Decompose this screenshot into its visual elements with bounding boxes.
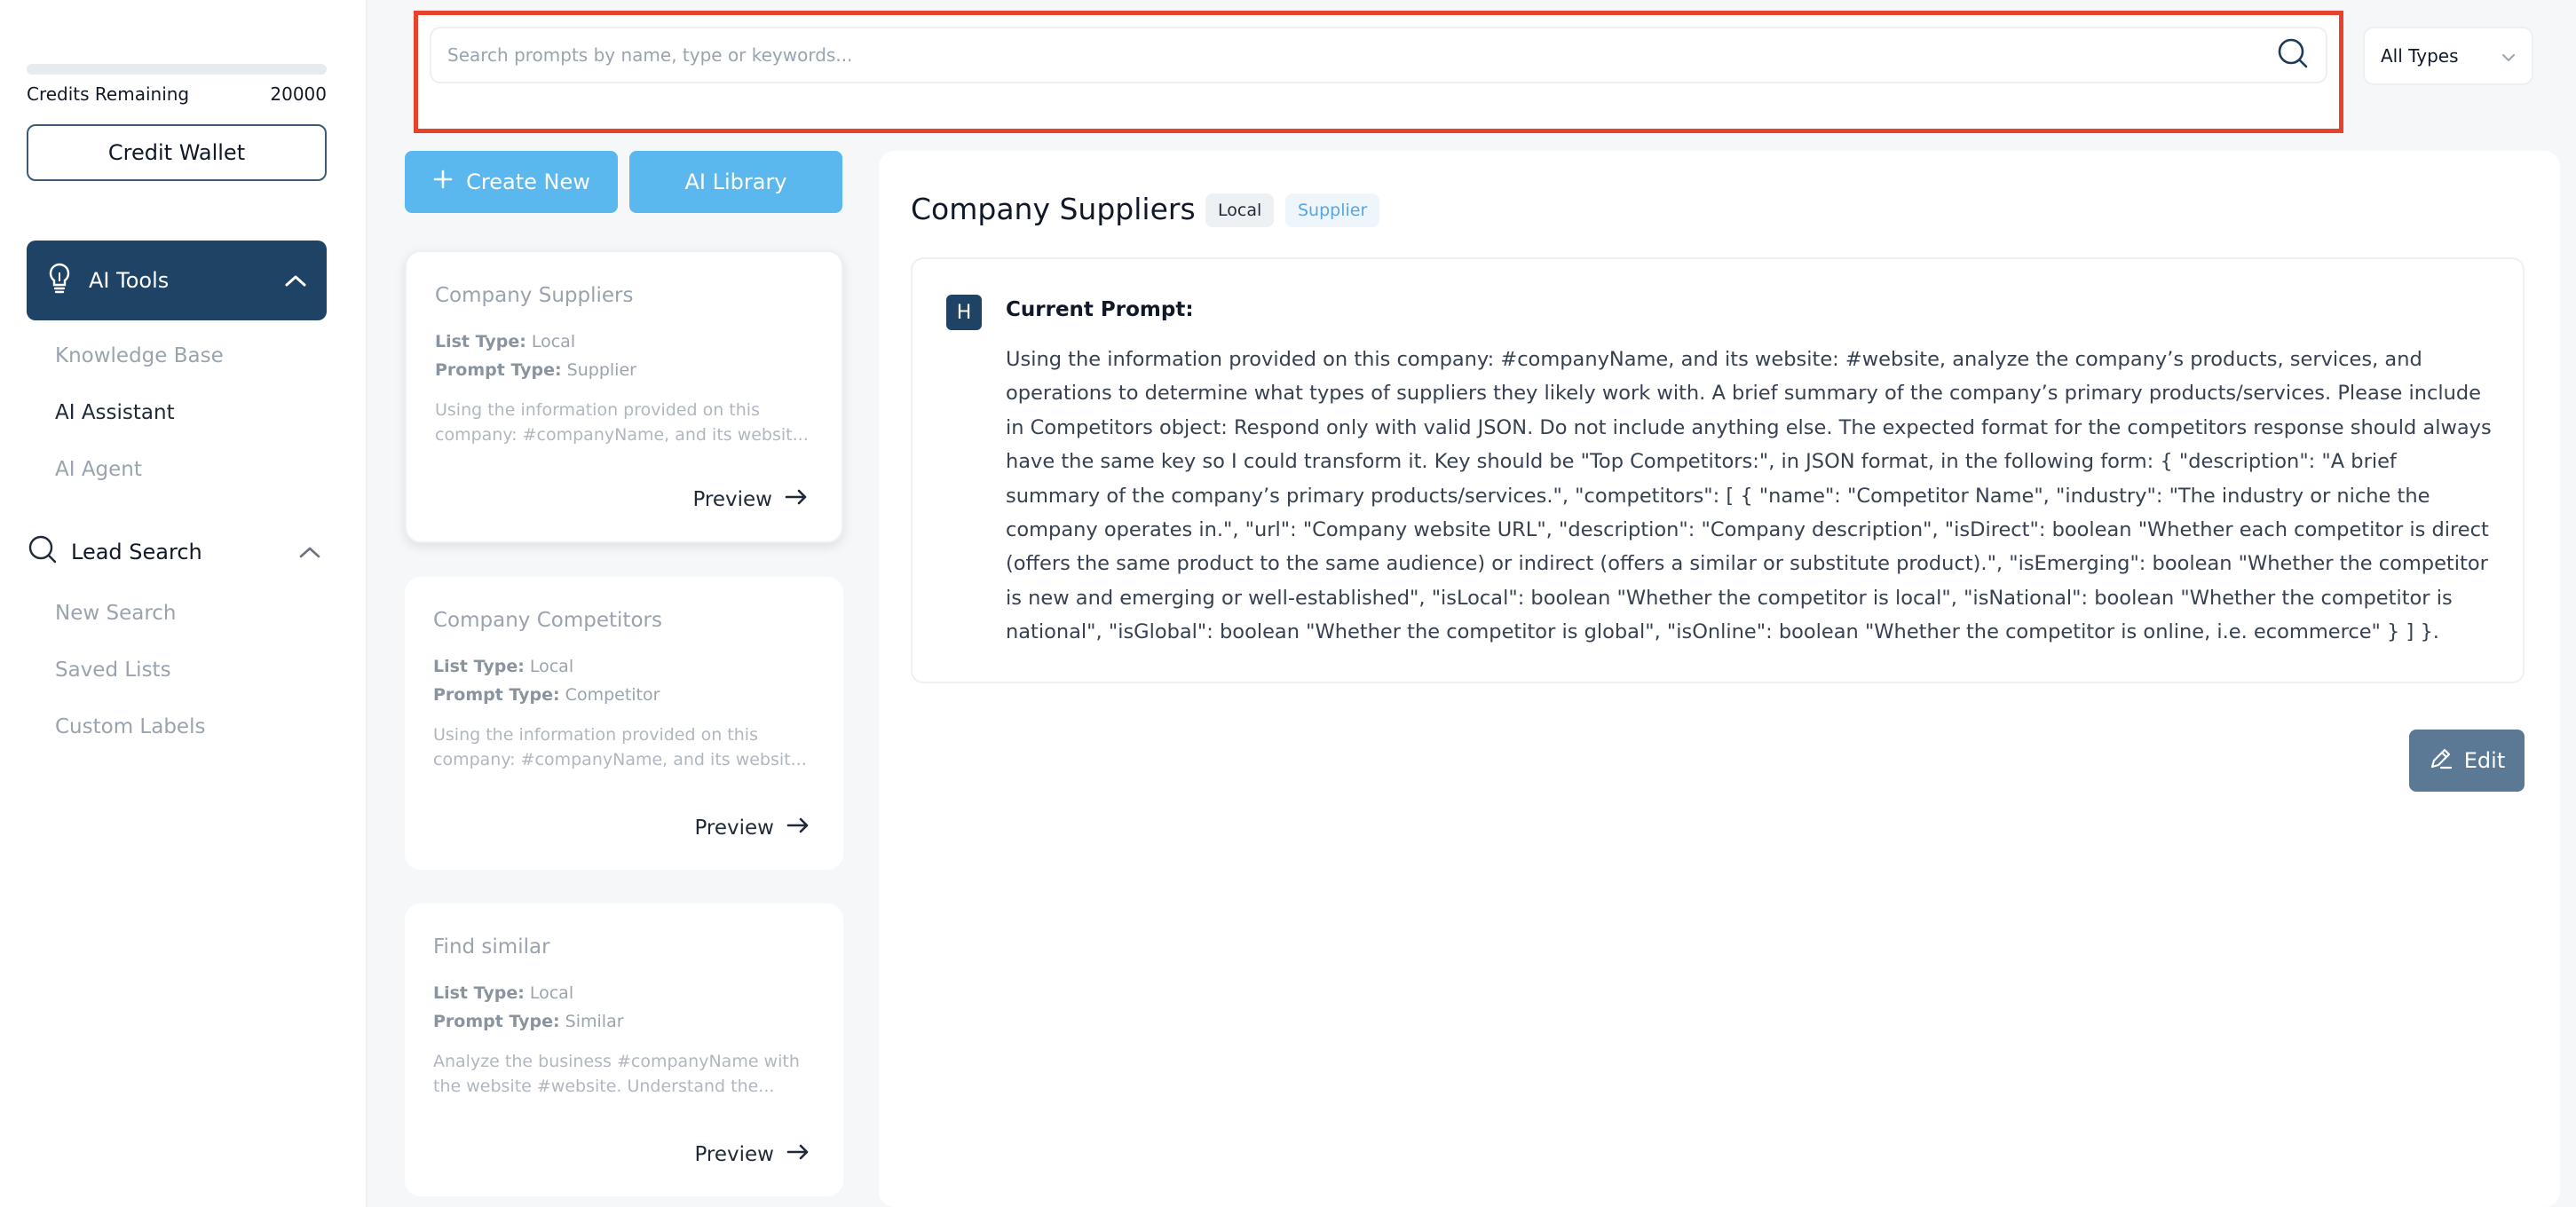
nav-ai-tools[interactable] <box>27 241 327 320</box>
lightbulb-icon <box>46 262 73 299</box>
chevron-down-icon <box>2501 45 2516 67</box>
card-title: Company Suppliers <box>435 284 634 307</box>
search-icon <box>27 533 59 571</box>
nav-ai-agent[interactable]: AI Agent <box>55 458 142 481</box>
preview-link[interactable] <box>694 816 810 840</box>
preview-link[interactable] <box>694 1143 810 1166</box>
credits-row <box>27 83 327 105</box>
list-type-badge: Local <box>1205 193 1274 227</box>
preview-label: Preview <box>694 1143 774 1166</box>
card-list-type: List Type: Local <box>435 332 576 351</box>
arrow-right-icon <box>785 488 808 511</box>
credits-value: 20000 <box>270 83 327 105</box>
card-prompt-type: Prompt Type: Supplier <box>435 360 636 380</box>
search-bar[interactable] <box>430 27 2327 83</box>
chevron-up-icon[interactable] <box>298 540 321 564</box>
sidebar <box>0 0 367 1207</box>
nav-new-search[interactable]: New Search <box>55 602 177 625</box>
detail-title: Company Suppliers <box>911 192 1196 226</box>
card-description: Using the information provided on this company: #companyName, and its websit... <box>435 400 809 445</box>
preview-link[interactable] <box>692 488 808 511</box>
arrow-right-icon <box>786 1143 810 1166</box>
edit-button[interactable] <box>2409 730 2525 792</box>
plus-icon <box>432 169 454 195</box>
card-description: Analyze the business #companyName with the website #website. Understand the... <box>433 1052 800 1096</box>
create-new-button[interactable] <box>405 151 618 213</box>
preview-label: Preview <box>692 488 772 511</box>
nav-knowledge-base[interactable]: Knowledge Base <box>55 344 224 367</box>
search-input[interactable] <box>447 44 2276 66</box>
prompt-type-badge: Supplier <box>1285 193 1379 227</box>
card-prompt-type: Prompt Type: Similar <box>433 1012 624 1031</box>
prompt-card[interactable] <box>405 577 843 870</box>
type-filter-select[interactable] <box>2363 27 2533 85</box>
create-new-label: Create New <box>466 170 590 194</box>
current-prompt-label: Current Prompt: <box>1006 298 1194 321</box>
credits-label: Credits Remaining <box>27 83 190 105</box>
preview-label: Preview <box>694 816 774 840</box>
nav-lead-search-label: Lead Search <box>71 540 202 564</box>
avatar: H <box>946 295 982 330</box>
nav-saved-lists[interactable]: Saved Lists <box>55 659 171 682</box>
credit-wallet-button[interactable]: Credit Wallet <box>27 124 327 181</box>
chevron-up-icon[interactable] <box>284 268 307 293</box>
card-list-type: List Type: Local <box>433 657 574 676</box>
search-icon[interactable] <box>2276 36 2310 74</box>
nav-custom-labels[interactable]: Custom Labels <box>55 715 206 738</box>
pencil-icon <box>2429 746 2454 776</box>
nav-ai-assistant[interactable]: AI Assistant <box>55 401 175 424</box>
prompt-card[interactable] <box>405 903 843 1196</box>
arrow-right-icon <box>786 816 810 840</box>
ai-library-button[interactable]: AI Library <box>629 151 842 213</box>
card-title: Company Competitors <box>433 609 662 632</box>
nav-lead-search[interactable] <box>27 532 327 572</box>
card-prompt-type: Prompt Type: Competitor <box>433 685 660 705</box>
edit-label: Edit <box>2463 748 2506 773</box>
card-title: Find similar <box>433 935 550 958</box>
nav-ai-tools-label: AI Tools <box>89 268 170 293</box>
current-prompt-text: Using the information provided on this company: #companyName, and its website: #website, analyze the company’s products, services, and operations to determine what types of suppliers they likely work with. A brief summary of the company’s primary products/services. Please include in Competitors object: Respond only with valid JSON. Do not include anything else. The expected format for the competitors response should always have the same key so I could transform it. Key should be "Top Competitors:", in JSON format, in the following form: { "description": "A brief summary of the company’s primary products/services.", "competitors": [ { "name": "Competitor Name", "industry": "The industry or niche the company operates in.", "url": "Company website URL", "description": "Company description", "isDirect": boolean "Whether each competitor is direct (offers the same product to the same audience) or indirect (offers a similar or substitute product).", "isEmerging": boolean "Whether the competitor is new and emerging or well-established", "isLocal": boolean "Whether the competitor is local", "isNational": boolean "Whether the competitor is national", "isGlobal": boolean "Whether the competitor is global", "isOnline": boolean "Whether the competitor is online, i.e. ecommerce" } ] }. <box>1006 348 2492 644</box>
card-description: Using the information provided on this company: #companyName, and its websit... <box>433 725 807 769</box>
type-filter-value: All Types <box>2381 45 2459 67</box>
prompt-card[interactable] <box>405 250 843 543</box>
card-list-type: List Type: Local <box>433 983 574 1003</box>
credits-progress-bar <box>27 64 327 75</box>
